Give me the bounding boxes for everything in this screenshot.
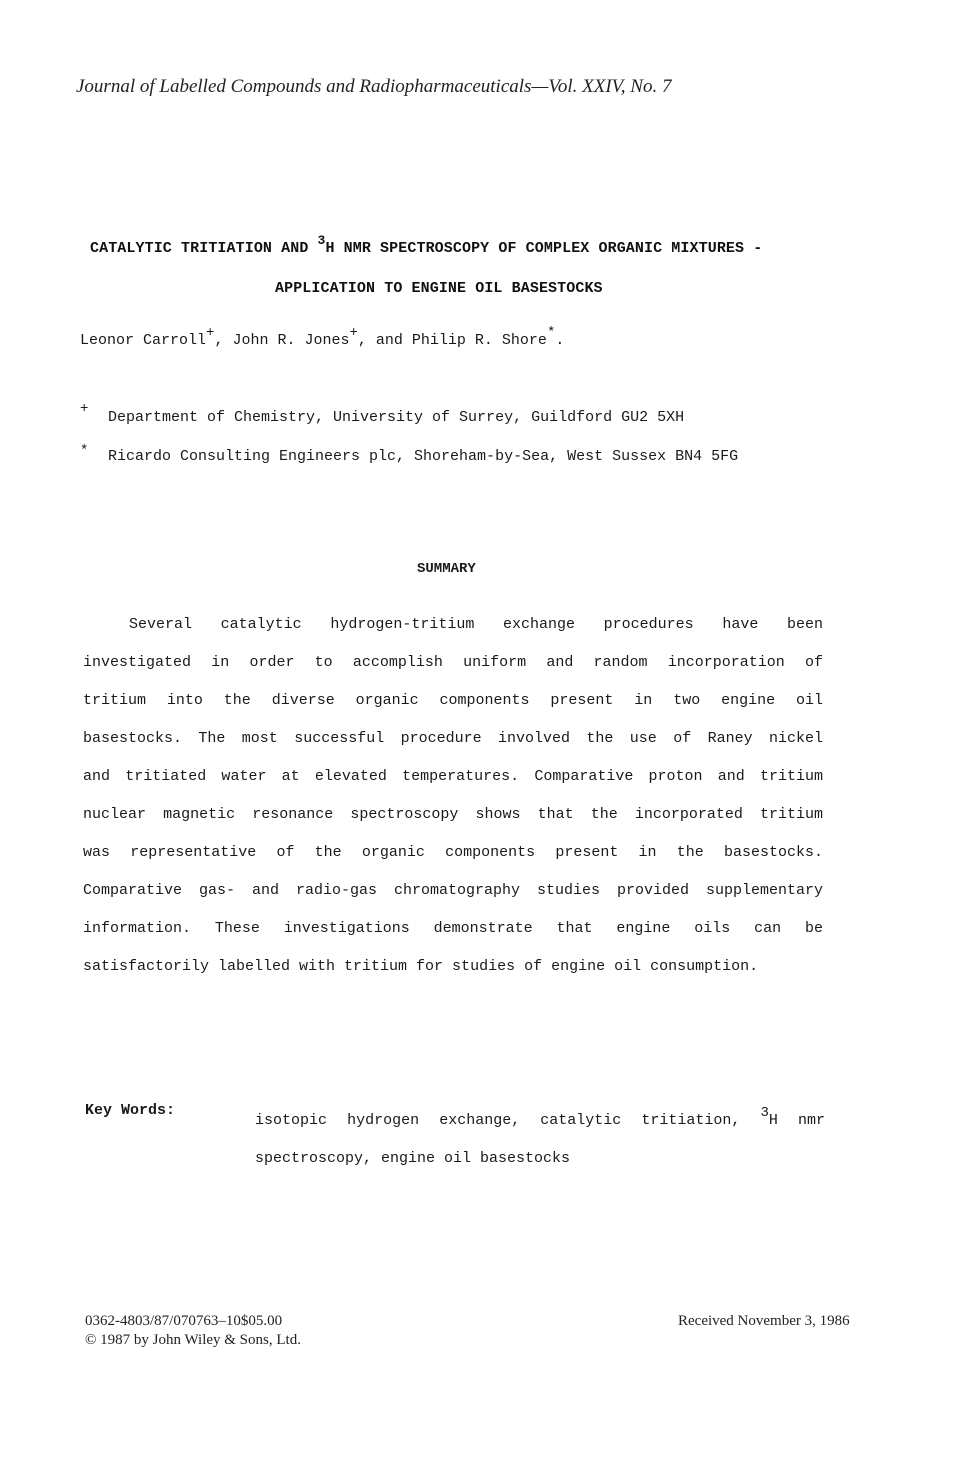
affiliation-text: Department of Chemistry, University of Surrey, Guildford GU2 5XH (108, 409, 685, 426)
author-separator: , and (357, 332, 412, 349)
keywords-text (255, 1102, 825, 1178)
keywords-line: spectroscopy, engine oil basestocks (255, 1150, 571, 1167)
summary-heading: SUMMARY (417, 561, 476, 577)
received-date: Received November 3, 1986 (678, 1313, 850, 1329)
summary-line: information. These investigations demonstrate that engine oils can be (83, 920, 823, 937)
summary-line: Several catalytic hydrogen-tritium exchange procedures have been (129, 616, 823, 633)
keywords-label: Key Words: (85, 1102, 176, 1119)
keywords-line (255, 1102, 825, 1140)
keywords-post: H nmr (768, 1112, 825, 1129)
journal-header: Journal of Labelled Compounds and Radiopharmaceuticals—Vol. XXIV, No. 7 (76, 76, 672, 97)
author-separator: . (555, 332, 565, 349)
keywords-pre: isotopic hydrogen exchange, catalytic tritiation, (255, 1112, 761, 1129)
summary-line: and tritiated water at elevated temperatures. Comparative proton and tritium (83, 768, 823, 785)
keywords-superscript: 3 (760, 1105, 769, 1121)
title-text-post: H NMR SPECTROSCOPY OF COMPLEX ORGANIC MIXTURES - (325, 240, 763, 257)
issn-code: 0362-4803/87/070763–10$05.00 (85, 1313, 283, 1329)
affiliation-text: Ricardo Consulting Engineers plc, Shoreham-by-Sea, West Sussex BN4 5FG (108, 448, 739, 465)
summary-line: Comparative gas- and radio-gas chromatography studies provided supplementary (83, 882, 823, 899)
author-mark: + (349, 325, 358, 341)
author-name: Leonor Carroll (80, 332, 207, 349)
paper-title-line-1 (90, 233, 763, 257)
summary-line: tritium into the diverse organic components present in two engine oil (83, 692, 823, 709)
paper-title-line-2: APPLICATION TO ENGINE OIL BASESTOCKS (275, 280, 603, 297)
author-mark: * (546, 325, 556, 341)
author-separator: , (214, 332, 233, 349)
author-name: Philip R. Shore (411, 332, 547, 349)
summary-body (83, 606, 823, 986)
title-text-pre: CATALYTIC TRITIATION AND (90, 240, 318, 257)
summary-line: was representative of the organic components present in the basestocks. (83, 844, 823, 861)
affiliation-mark: + (80, 401, 89, 417)
author-mark: + (206, 325, 215, 341)
summary-line: nuclear magnetic resonance spectroscopy shows that the incorporated tritium (83, 806, 823, 823)
affiliation-mark: * (80, 443, 89, 459)
author-name: John R. Jones (232, 332, 350, 349)
summary-line: basestocks. The most successful procedure involved the use of Raney nickel (83, 730, 823, 747)
title-superscript: 3 (317, 233, 326, 248)
author-list (80, 325, 565, 349)
summary-line: investigated in order to accomplish uniform and random incorporation of (83, 654, 823, 671)
summary-line: satisfactorily labelled with tritium for studies of engine oil consumption. (83, 958, 759, 975)
copyright-notice: © 1987 by John Wiley & Sons, Ltd. (85, 1332, 301, 1348)
